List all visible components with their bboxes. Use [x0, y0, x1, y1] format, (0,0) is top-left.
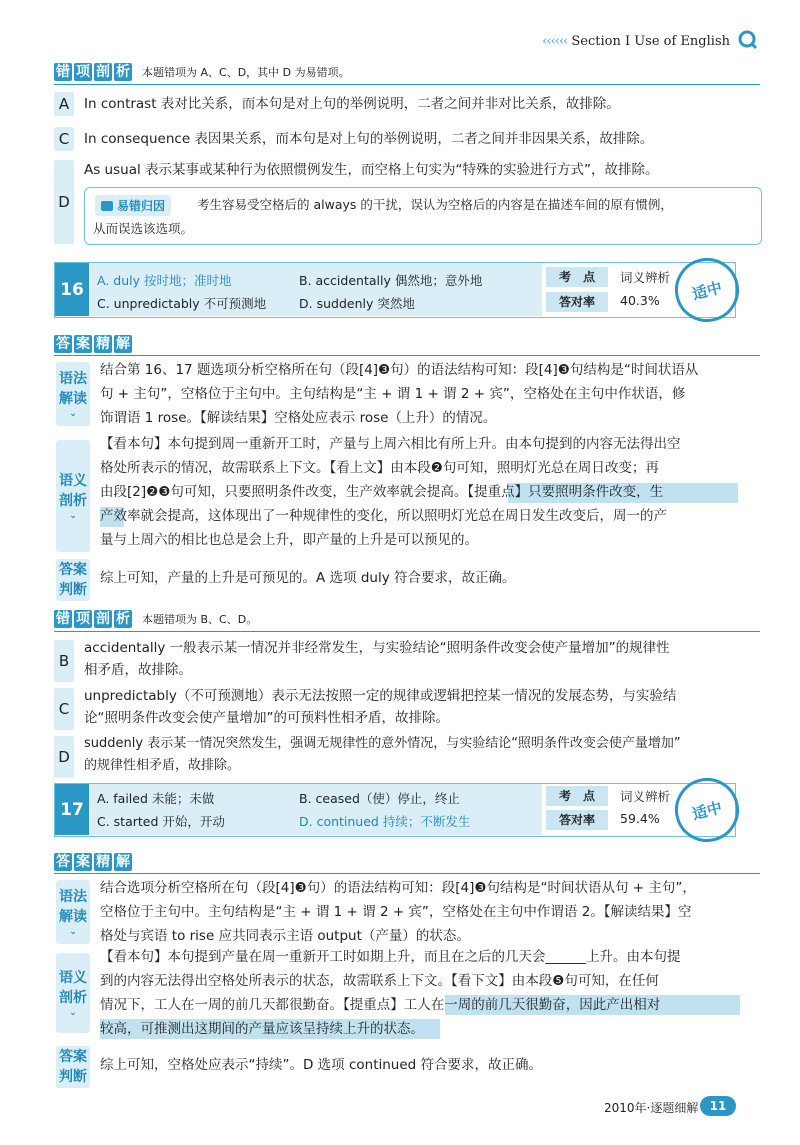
label-line: 解读: [59, 391, 87, 407]
mistake-reason-tag: [95, 195, 171, 216]
meaning-label: [56, 953, 90, 1033]
judge-text: 综上可知，产量的上升是可预见的。A 选项 duly 符合要求，故正确。: [100, 570, 516, 586]
answer-detail-tag: [54, 335, 134, 353]
error-note: 本题错项为 B、C、D。: [142, 613, 258, 626]
text-line: 较高，可推测出这期间的产量应该呈持续上升的状态。: [100, 1021, 424, 1037]
section-arrows: ‹‹‹‹‹‹: [542, 34, 568, 49]
tag-char: 项: [76, 64, 90, 80]
label-line: 判断: [59, 582, 87, 598]
grammar-label: [56, 362, 90, 426]
option-c: C. started 开始，开动: [97, 814, 225, 829]
footer-text: 2010年·逐题细解: [604, 1101, 699, 1115]
chevron-down-icon: ⌄: [69, 927, 77, 937]
chevron-down-icon: ⌄: [69, 409, 77, 419]
option-text: [84, 733, 681, 777]
option-d: D. suddenly 突然地: [299, 296, 415, 311]
text-line: 结合第 16、17 题选项分析空格所在句（段[4]❸句）的语法结构可知：段[4]❸句结构是“时间状语从: [100, 362, 699, 378]
rate-value: 40.3%: [620, 293, 660, 308]
label-line: 语义: [59, 473, 87, 489]
tag-char: 错: [56, 64, 70, 80]
tag-char: 析: [116, 611, 130, 627]
text-line: 情况下，工人在一周的前几天都很勤奋。【提重点】工人在一周的前几天很勤奋，因此产出相对: [100, 997, 661, 1013]
option-a: A. failed 未能；未做: [97, 791, 215, 806]
tag-char: 剖: [96, 611, 110, 627]
answer-detail-tag: [54, 853, 134, 871]
label-line: 剖析: [59, 493, 87, 509]
tag-char: 答: [56, 854, 70, 870]
mistake-label: 易错归因: [117, 199, 166, 213]
error-analysis-tag: [54, 63, 350, 81]
difficulty-stamp: 适中: [668, 771, 746, 849]
option-letter: C: [54, 127, 74, 151]
text-line: unpredictably（不可预测地）表示无法按照一定的规律或逻辑把控某一情况的发展态势，与实验结: [84, 688, 677, 704]
text-line: 【看本句】本句提到周一重新开工时，产量与上周六相比有所上升。由本句提到的内容无法得出空: [100, 436, 681, 452]
rate-value: 59.4%: [620, 811, 660, 826]
tag-char: 解: [116, 336, 130, 352]
question-options: [89, 263, 542, 316]
text-line: 结合选项分析空格所在句（段[4]❸句）的语法结构可知：段[4]❸句结构是“时间状语从句 + 主句”，: [100, 880, 696, 896]
meaning-text: [100, 945, 681, 1041]
option-d: D. continued 持续；不断发生: [299, 814, 471, 829]
label-line: 解读: [59, 909, 87, 925]
chevron-down-icon: ⌄: [69, 1008, 77, 1018]
label-line: 语法: [59, 889, 87, 905]
text-line: 【看本句】本句提到产量在周一重新开工时如期上升，而且在之后的几天会______上升。由本句提: [100, 949, 681, 965]
mistake-line: 从而误选该选项。: [93, 221, 194, 236]
search-icon: [738, 30, 758, 50]
tag-char: 解: [116, 854, 130, 870]
option-text: As usual 表示某事或某种行为依照惯例发生，而空格上句实为“特殊的实验进行方式”，故排除。: [84, 162, 659, 178]
grammar-label: [56, 880, 90, 944]
option-text: [84, 685, 676, 729]
label-line: 剖析: [59, 990, 87, 1006]
option-b: B. ceased（使）停止，终止: [299, 791, 460, 806]
option-a: A. duly 按时地；准时地: [97, 273, 232, 288]
text-line: 饰谓语 1 rose。【解读结果】空格处应表示 rose（上升）的情况。: [100, 410, 497, 426]
text-line: accidentally 一般表示某一情况并非经常发生，与实验结论“照明条件改变会使产量增加”的规律性: [84, 640, 670, 656]
text-line: 产效率就会提高，这体现出了一种规律性的变化，所以照明灯光总在周日发生改变后，周一的产: [100, 508, 667, 524]
option-text: In consequence 表因果关系，而本句是对上句的举例说明，二者之间并非因果关系，故排除。: [84, 131, 654, 147]
point-value: 词义辨析: [620, 789, 671, 804]
text-line: suddenly 表示某一情况突然发生，强调无规律性的意外情况，与实验结论“照明条件改变会使产量增加”: [84, 736, 681, 751]
tag-char: 精: [96, 336, 110, 352]
point-value: 词义辨析: [620, 270, 671, 285]
option-letter: A: [54, 92, 74, 116]
text-line: 相矛盾，故排除。: [84, 662, 192, 678]
option-letter: C: [54, 688, 74, 730]
judge-label: [56, 559, 90, 601]
grammar-text: [100, 358, 698, 430]
divider: [54, 84, 760, 85]
tag-char: 项: [76, 611, 90, 627]
divider: [54, 355, 760, 356]
mistake-line: 考生容易受空格后的 always 的干扰，误认为空格后的内容是在描述车间的原有惯例，: [197, 197, 673, 212]
section-name: Section I Use of English: [571, 34, 730, 49]
text-line: 的规律性相矛盾，故排除。: [84, 758, 241, 773]
text-line: 句 + 主句”，空格位于主句中。主句结构是“主 + 谓 1 + 谓 2 + 宾”，空格处在主句中作状语，修: [100, 386, 686, 402]
point-label: 考 点: [546, 267, 608, 287]
meaning-label: [56, 440, 90, 552]
option-letter: B: [54, 640, 74, 682]
option-c: C. unpredictably 不可预测地: [97, 296, 267, 311]
judge-label: [56, 1046, 90, 1088]
label-line: 判断: [59, 1069, 87, 1085]
tag-char: 案: [76, 336, 90, 352]
label-line: 答案: [59, 1049, 87, 1065]
chevron-down-icon: ⌄: [69, 511, 77, 521]
judge-text: 综上可知，空格处应表示“持续”。D 选项 continued 符合要求，故正确。: [100, 1057, 543, 1073]
question-number: 17: [55, 784, 89, 835]
text-line: 论“照明条件改变会使产量增加”的可预料性相矛盾，故排除。: [84, 710, 449, 726]
option-text: [84, 637, 670, 681]
option-letter: D: [54, 160, 74, 244]
text-line: 空格位于主句中。主句结构是“主 + 谓 1 + 谓 2 + 宾”，空格处在主句中作谓语 2。【解读结果】空: [100, 904, 692, 920]
section-title: [542, 34, 730, 49]
option-letter: D: [54, 736, 74, 778]
text-line: 由段[2]❷❸句可知，只要照明条件改变，生产效率就会提高。【提重点】只要照明条件改变，生: [100, 484, 664, 500]
difficulty-stamp: 适中: [668, 251, 746, 329]
tag-char: 案: [76, 854, 90, 870]
point-label: 考 点: [546, 786, 608, 806]
divider: [54, 631, 760, 632]
error-note: 本题错项为 A、C、D，其中 D 为易错项。: [142, 66, 350, 79]
grammar-text: [100, 876, 696, 948]
option-b: B. accidentally 偶然地；意外地: [299, 273, 483, 288]
alert-icon: [101, 201, 113, 211]
rate-label: 答对率: [546, 292, 608, 312]
tag-char: 精: [96, 854, 110, 870]
meaning-text: [100, 432, 681, 552]
rate-label: 答对率: [546, 810, 608, 830]
tag-char: 错: [56, 611, 70, 627]
divider: [54, 873, 760, 874]
option-text: In contrast 表对比关系，而本句是对上句的举例说明，二者之间并非对比关系，故排除。: [84, 96, 620, 112]
tag-char: 剖: [96, 64, 110, 80]
question-number: 16: [55, 263, 89, 316]
mistake-reason-box: [84, 187, 762, 245]
error-analysis-tag: [54, 610, 257, 628]
question-options: [89, 784, 542, 835]
text-line: 到的内容无法得出空格处所表示的状态，故需联系上下文。【看下文】由本段❺句可知，在任何: [100, 973, 659, 989]
label-line: 语法: [59, 371, 87, 387]
label-line: 语义: [59, 970, 87, 986]
tag-char: 答: [56, 336, 70, 352]
tag-char: 析: [116, 64, 130, 80]
text-line: 量与上周六的相比也总是会上升，即产量的上升是可以预见的。: [100, 532, 478, 548]
text-line: 格处所表示的情况，故需联系上下文。【看上文】由本段❷句可知，照明灯光总在周日改变；再: [100, 460, 659, 476]
text-line: 格处与宾语 to rise 应共同表示主语 output（产量）的状态。: [100, 928, 470, 944]
label-line: 答案: [59, 562, 87, 578]
page-number: 11: [700, 1096, 736, 1116]
